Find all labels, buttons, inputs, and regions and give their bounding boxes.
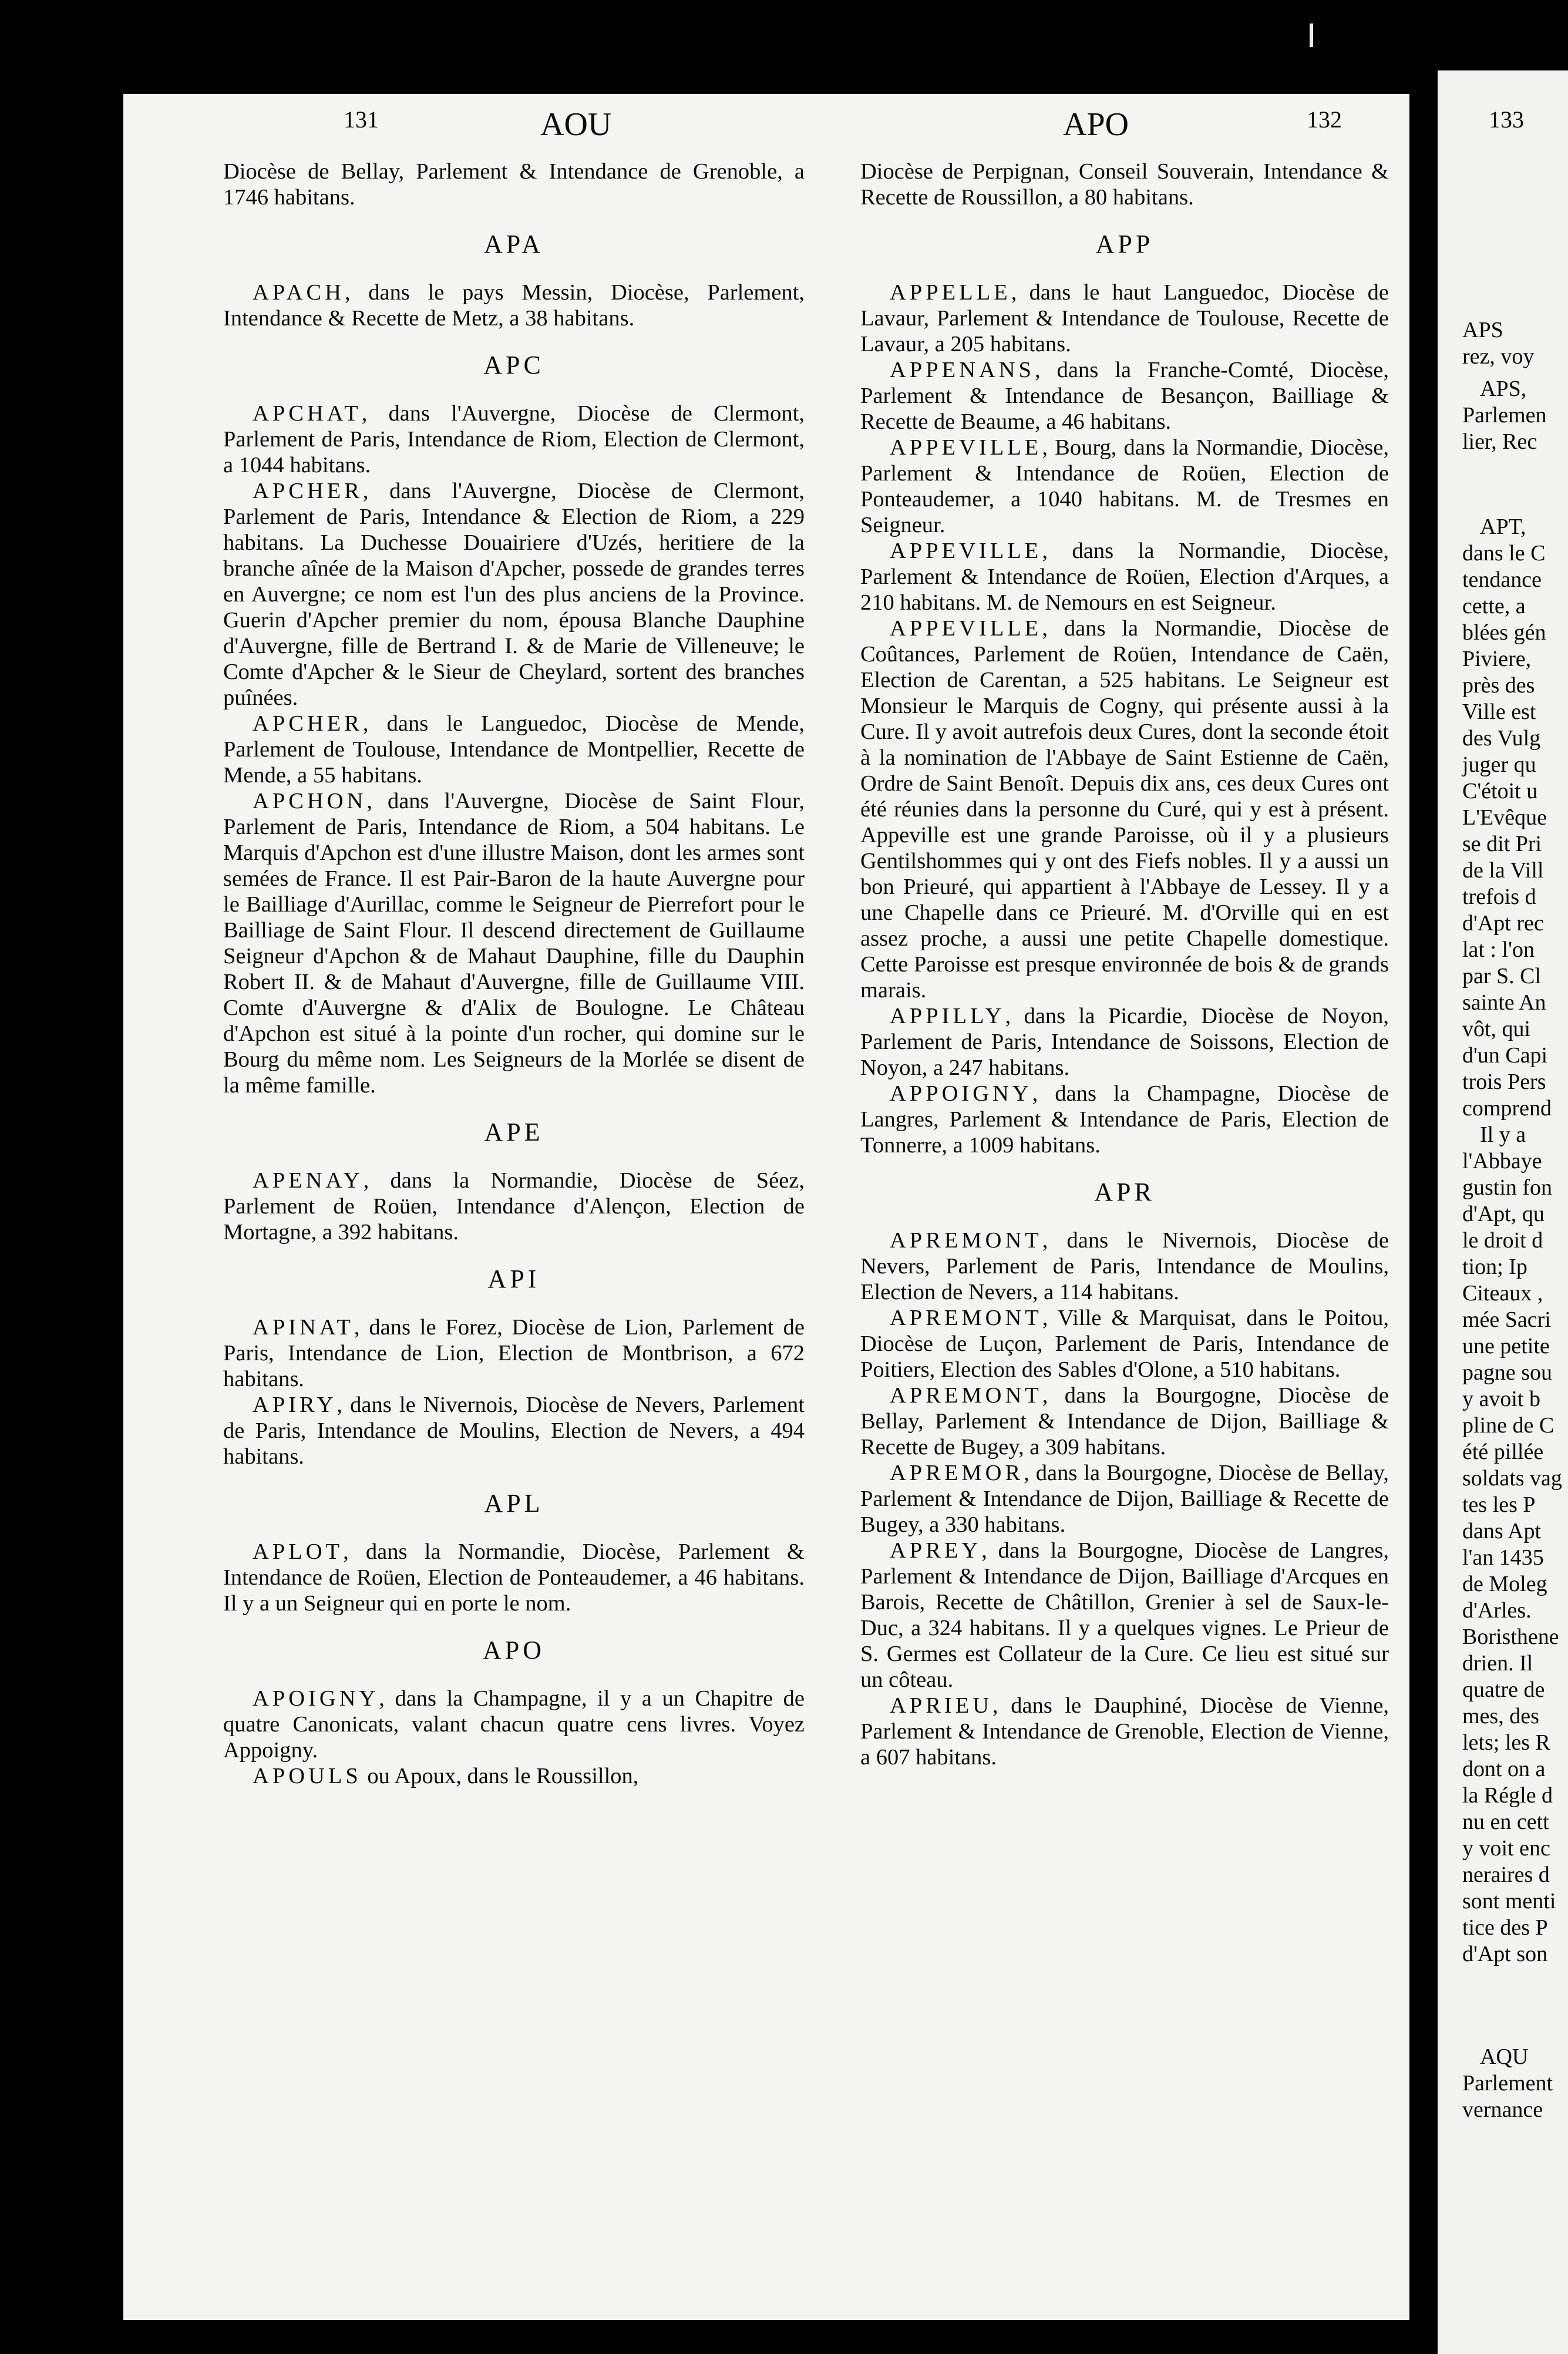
entry-text: , dans la Champagne, il y a un Chapitre de quatre Canonicats, valant chacun quatre cens livres. Voyez Appoigny. [223,1686,805,1763]
entry-text: , dans le Dauphiné, Diocèse de Vienne, Parlement & Intendance de Grenoble, Election de Vienne, a 607 habitans. [860,1693,1389,1770]
binding-mark [1310,23,1313,47]
left-running-head: AOU [540,106,612,143]
next-page-line: Il y a [1480,1122,1526,1147]
entry-headword: APCHON [253,789,367,813]
dictionary-entry [860,1228,1389,1305]
next-page-line: APS [1462,318,1503,342]
dictionary-entry [860,1383,1389,1460]
entry-text: , dans la Normandie, Diocèse, Parlement & Intendance de Roüen, Election d'Arques, a 210 habitans. M. de Nemours en est Seigneur. [860,539,1389,615]
entry-text: , Ville & Marquisat, dans le Poitou, Diocèse de Luçon, Parlement de Paris, Intendance de Poitiers, Election des Sables d'Olone, a 510 habitans. [860,1306,1389,1382]
next-page-line: tes les P [1462,1492,1536,1517]
next-page-line: dans Apt [1462,1519,1542,1543]
next-page-line: tion; Ip [1462,1255,1527,1279]
entry-text: , dans l'Auvergne, Diocèse de Clermont, Parlement de Paris, Intendance de Riom, Election de Clermont, a 1044 habitans. [223,401,805,477]
next-page-line: C'étoit u [1462,779,1538,803]
entry-text: , dans la Franche-Comté, Diocèse, Parlement & Intendance de Besançon, Bailliage & Recette de Beaume, a 46 habitans. [860,358,1389,434]
dictionary-entry [223,1392,805,1469]
section-heading: APP [1095,230,1154,258]
entry-headword: APREMONT [890,1228,1042,1253]
entry-text: , dans l'Auvergne, Diocèse de Clermont, Parlement de Paris, Intendance & Election de Riom, a 229 habitans. La Duchesse Douairiere d'Uzés, heritiere de la branche aînée de la Maison d'Apcher, possede de grandes terres en Auvergne; ce nom est l'un des plus anciens de la Province. Guerin d'Apcher premier du nom, épousa Blanche Dauphine d'Auvergne, fille de Bertrand I. & de Marie de Villeneuve; le Comte d'Apcher & le Sieur de Cheylard, sortent des branches puînées. [223,479,805,710]
entry-headword: APPELLE [890,280,1011,305]
next-page-line: neraires d [1462,1862,1550,1887]
next-page-line: rez, voy [1462,344,1535,369]
section-heading: APE [484,1118,544,1146]
continuation-text: Diocèse de Perpignan, Conseil Souverain, Intendance & Recette de Roussillon, a 80 habitans. [860,159,1389,210]
entry-headword: APREMONT [890,1306,1042,1330]
entry-text: , dans le haut Languedoc, Diocèse de Lavaur, Parlement & Intendance de Toulouse, Recette de Lavaur, a 205 habitans. [860,280,1389,357]
next-page-line: L'Evêque [1462,805,1547,830]
dictionary-entry [860,1305,1389,1383]
dictionary-entry [223,401,805,478]
entry-text: , dans la Bourgogne, Diocèse de Bellay, Parlement & Intendance de Dijon, Bailliage & Recette de Bugey, a 330 habitans. [860,1461,1389,1537]
next-page-line: le droit d [1462,1228,1543,1253]
right-column [860,159,1389,1770]
entry-text: ou Apoux, dans le Roussillon, [361,1764,639,1788]
entry-text: , dans la Bourgogne, Diocèse de Bellay, Parlement & Intendance de Dijon, Bailliage & Recette de Bugey, a 309 habitans. [860,1383,1389,1460]
next-page-line: dans le C [1462,541,1546,566]
next-page-line: cette, a [1462,594,1526,618]
next-page-line: mes, des [1462,1704,1539,1728]
next-page-line: drien. Il [1462,1651,1533,1676]
entry-headword: APPILLY [890,1004,1005,1028]
entry-headword: APPOIGNY [890,1081,1032,1106]
entry-headword: APINAT [253,1315,354,1340]
dictionary-entry [223,1539,805,1616]
entry-headword: APPENANS [890,358,1035,382]
next-page-line: quatre de [1462,1677,1545,1702]
dictionary-entry [860,1693,1389,1770]
dictionary-entry [860,1538,1389,1693]
entry-text: , dans l'Auvergne, Diocèse de Saint Flour, Parlement de Paris, Intendance de Riom, a 504 habitans. Le Marquis d'Apchon est d'une illustre Maison, dont les armes sont semées de France. Il est Pair-Baron de la haute Auvergne pour le Bailliage d'Aurillac, comme le Seigneur de Pierrefort pour le Bailliage de Saint Flour. Il descend directement de Guillaume Seigneur d'Apchon & de Mahaut Dauphine, fille du Dauphin Robert II. & de Mahaut d'Auvergne, fille de Guillaume VIII. Comte d'Auvergne & d'Alix de Boulogne. Le Château d'Apchon est situé à la pointe d'un rocher, qui domine sur le Bourg du même nom. Les Seigneurs de la Morlée se disent de la même famille. [223,789,805,1098]
section-heading: APC [483,351,544,379]
dictionary-entry [223,1314,805,1392]
next-page-line: des Vulg [1462,726,1541,751]
entry-text: , dans le Nivernois, Diocèse de Nevers, Parlement de Paris, Intendance de Moulins, Election de Nevers, a 494 habitans. [223,1393,805,1469]
entry-headword: APREMONT [890,1383,1042,1408]
entry-headword: APLOT [253,1539,344,1564]
section-heading: APL [484,1489,544,1518]
section-heading: APR [1094,1178,1155,1206]
next-page-line: de la Vill [1462,858,1544,883]
dictionary-entry [223,711,805,788]
dictionary-entry [860,616,1389,1003]
entry-headword: APREY [890,1538,982,1563]
dictionary-entry [223,280,805,331]
entry-headword: APCHAT [253,401,362,426]
next-page-line: lets; les R [1462,1730,1550,1755]
right-page-number: 132 [1307,106,1342,133]
entry-headword: APCHER [253,711,363,736]
next-page-line: nu en cett [1462,1810,1549,1834]
next-page-line: comprend [1462,1096,1552,1121]
entry-text: , dans la Picardie, Diocèse de Noyon, Parlement de Paris, Intendance de Soissons, Election de Noyon, a 247 habitans. [860,1004,1389,1080]
entry-headword: APACH [253,280,345,305]
next-page-line: Parlement [1462,2071,1553,2096]
next-page-line: se dit Pri [1462,832,1542,856]
next-page-line: pagne sou [1462,1360,1553,1385]
next-page-line: blées gén [1462,620,1546,645]
next-page-line: Parlemen [1462,403,1547,428]
entry-text: , dans la Normandie, Diocèse, Parlement & Intendance de Roüen, Election de Ponteaudemer, a 46 habitans. Il y a un Seigneur qui en porte le nom. [223,1539,805,1616]
right-running-head: APO [1063,106,1129,143]
next-page-line: lier, Rec [1462,429,1537,454]
next-page-line: de Moleg [1462,1572,1547,1596]
next-page-line: sainte An [1462,990,1546,1015]
next-page-line: d'Arles. [1462,1598,1532,1623]
next-page-line: d'Apt son [1462,1942,1548,1966]
next-page-line: Ville est [1462,700,1536,724]
next-page-line: gustin fon [1462,1175,1553,1200]
next-page-number: 133 [1489,106,1524,133]
section-heading: APA [484,230,544,258]
entry-headword: APOIGNY [253,1686,379,1711]
continuation-text: Diocèse de Bellay, Parlement & Intendance de Grenoble, a 1746 habitans. [223,159,805,210]
next-page-line: vôt, qui [1462,1017,1531,1041]
next-page-line: Boristhene [1462,1625,1559,1649]
dictionary-entry [223,1168,805,1245]
next-page-line: sont menti [1462,1889,1556,1914]
next-page-line: juger qu [1462,752,1536,777]
next-page-line: d'un Capi [1462,1043,1548,1068]
section-heading: API [487,1265,540,1293]
dictionary-entry [860,357,1389,435]
next-page-line: tendance [1462,567,1542,592]
entry-text: , dans le Nivernois, Diocèse de Nevers, Parlement de Paris, Intendance de Moulins, Election de Nevers, a 114 habitans. [860,1228,1389,1304]
entry-headword: APREMOR [890,1461,1024,1485]
entry-text: , dans la Normandie, Diocèse de Séez, Parlement de Roüen, Intendance d'Alençon, Election de Mortagne, a 392 habitans. [223,1168,805,1245]
next-page-line: d'Apt rec [1462,911,1544,936]
next-page-line: près des [1462,673,1535,698]
next-page-line: d'Apt, qu [1462,1202,1545,1226]
dictionary-entry [223,1686,805,1763]
dictionary-entry [860,538,1389,616]
next-page-line: l'Abbaye [1462,1149,1542,1173]
entry-headword: APCHER [253,479,363,503]
entry-text: , dans la Bourgogne, Diocèse de Langres, Parlement & Intendance de Dijon, Bailliage d'Arcques en Barois, Recette de Châtillon, Grenier à sel de Saux-le-Duc, a 324 habitans. Il y a quelques vignes. Le Prieur de S. Germes est Collateur de la Cure. Ce lieu est situé sur un côteau. [860,1538,1389,1692]
entry-headword: APPEVILLE [890,616,1042,641]
next-page-line: une petite [1462,1334,1550,1358]
entry-headword: APRIEU [890,1693,993,1718]
next-page-line: la Régle d [1462,1783,1553,1808]
dictionary-entry [223,788,805,1098]
next-page-line: Citeaux , [1462,1281,1543,1306]
next-page-line: pline de C [1462,1413,1554,1438]
entry-text: , dans la Normandie, Diocèse de Coûtances, Parlement de Roüen, Intendance de Caën, Election de Carentan, a 525 habitans. Le Seigneur est Monsieur le Marquis de Cogny, qui présente aussi à la Cure. Il y avoit autrefois deux Cures, dont la seconde étoit à la nomination de l'Abbaye de Saint Estienne de Caën, Ordre de Saint Benoît. Depuis dix ans, ces deux Cures ont été réunies dans la personne du Curé, qui y est à présent. Appeville est une grande Paroisse, où il y a plusieurs Gentilshommes qui y ont des Fiefs nobles. Il y a aussi un bon Prieuré, qui appartient à l'Abbaye de Lessey. Il y a une Chapelle dans ce Prieuré. M. d'Orville qui en est assez proche, a aussi une petite Chapelle domestique. Cette Paroisse est presque environnée de bois & de grands marais. [860,616,1389,1003]
next-page-line: y avoit b [1462,1387,1540,1411]
next-page-line: Piviere, [1462,647,1532,671]
entry-headword: APENAY [253,1168,364,1193]
next-page-line: dont on a [1462,1757,1546,1781]
next-page-line: tice des P [1462,1915,1548,1940]
entry-text: , Bourg, dans la Normandie, Diocèse, Parlement & Intendance de Roüen, Election de Ponteaudemer, a 1040 habitans. M. de Tresmes en Seigneur. [860,435,1389,537]
entry-headword: APPEVILLE [890,435,1042,460]
dictionary-entry [223,478,805,711]
next-page-line: été pillée [1462,1440,1544,1464]
dictionary-entry [860,280,1389,357]
dictionary-entry [860,1460,1389,1538]
next-page-line: par S. Cl [1462,964,1542,988]
next-page-line: y voit enc [1462,1836,1550,1861]
next-page-line: l'an 1435 [1462,1545,1544,1570]
dictionary-entry [860,435,1389,538]
next-page-line: trefois d [1462,885,1536,909]
next-page-line: AQU [1480,2044,1529,2069]
next-page-line: trois Pers [1462,1070,1546,1094]
dictionary-entry [860,1081,1389,1158]
next-page-line: lat : l'on [1462,937,1535,962]
entry-headword: APOULS [253,1764,362,1788]
dictionary-entry [223,1763,805,1789]
entry-headword: APIRY [253,1393,337,1417]
entry-text: , dans le Languedoc, Diocèse de Mende, Parlement de Toulouse, Intendance de Montpellier, Recette de Mende, a 55 habitans. [223,711,805,788]
next-page-line: soldats vag [1462,1466,1562,1491]
entry-text: , dans le Forez, Diocèse de Lion, Parlement de Paris, Intendance de Lion, Election de Montbrison, a 672 habitans. [223,1315,805,1391]
next-page-line: APS, [1480,376,1527,401]
next-page-line: vernance [1462,2097,1543,2122]
left-page-number: 131 [344,106,379,133]
next-page-line: APT, [1480,514,1526,539]
left-column [223,159,805,1789]
entry-text: , dans la Champagne, Diocèse de Langres, Parlement & Intendance de Paris, Election de Tonnerre, a 1009 habitans. [860,1081,1389,1158]
next-page-line: mée Sacri [1462,1307,1551,1332]
section-heading: APO [482,1636,546,1664]
entry-headword: APPEVILLE [890,539,1042,563]
dictionary-entry [860,1003,1389,1081]
entry-text: , dans le pays Messin, Diocèse, Parlement, Intendance & Recette de Metz, a 38 habitans. [223,280,805,331]
